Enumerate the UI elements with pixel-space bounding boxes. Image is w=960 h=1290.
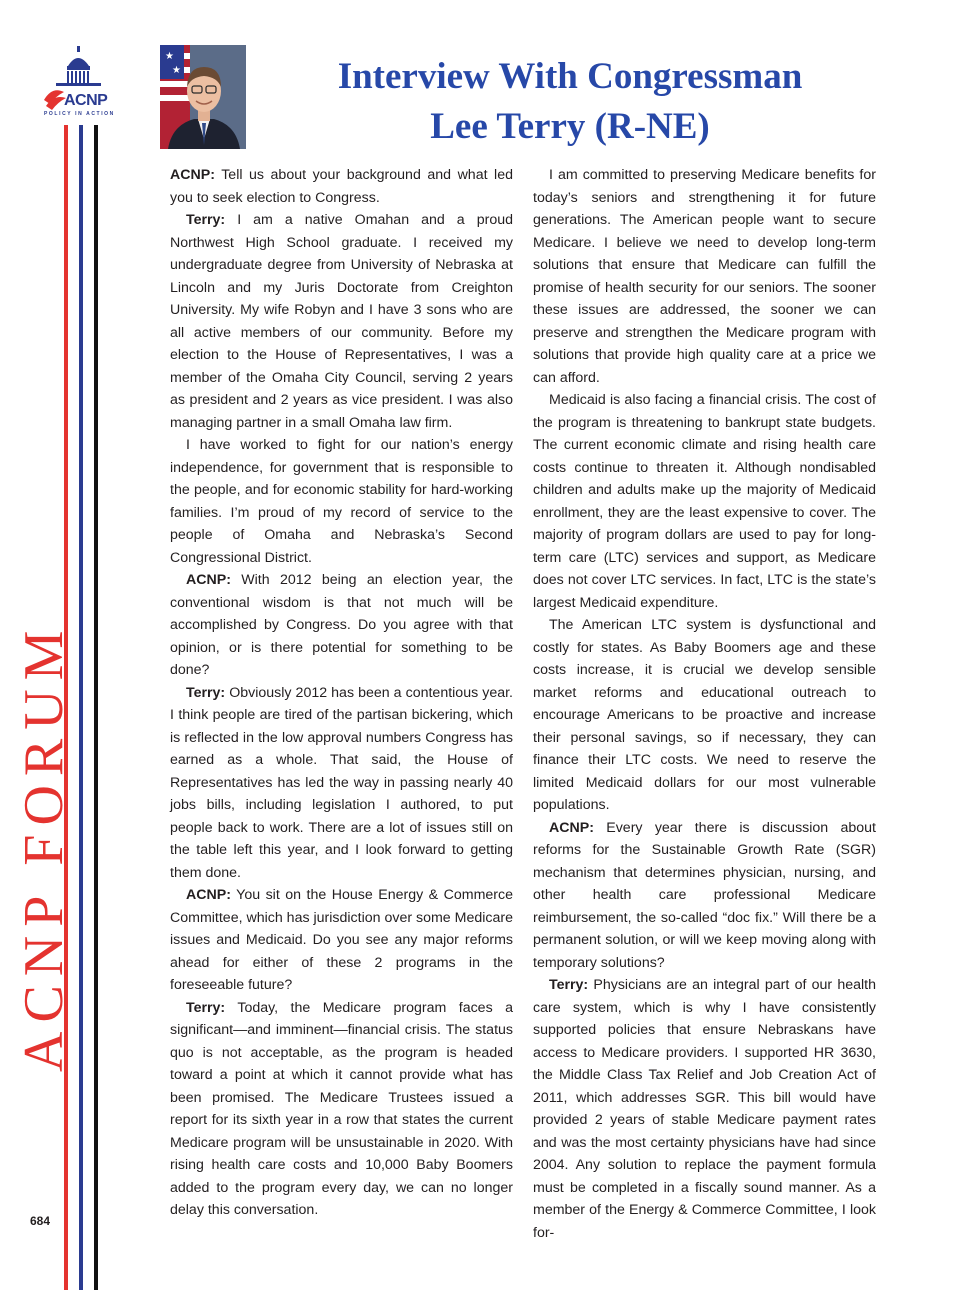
speaker-label: ACNP: — [170, 167, 215, 183]
speaker-label: ACNP: — [186, 887, 231, 903]
portrait-image — [160, 45, 246, 149]
paragraph-text: Physicians are an integral part of our health care system, which is why I have consistently supported policies that ensure Nebraskans have access to Medicare providers. I supported HR 3630, the Middle Class Tax Relief and Job Creation Act of 2011, which addresses SGR. This bill would have provided 2 years of stable Medicare payment rates and was the most certainty physicians have had since 2004. Any solution to replace the payment formula must be completed in a fiscally sound manner. As a member of the Energy & Commerce Committee, I look for- — [533, 977, 876, 1241]
paragraph — [533, 614, 876, 817]
paragraph — [170, 569, 513, 682]
article-title — [252, 52, 888, 152]
speaker-label: Terry: — [186, 212, 226, 228]
paragraph — [533, 389, 876, 614]
paragraph-text: I am a native Omahan and a proud Northwest High School graduate. I received my undergraduate degree from University of Nebraska at Lincoln and my Juris Doctorate from Creighton University. My wife Robyn and I have 3 sons who are all active members of our community. Before my election to the House of Representatives, I was a member of the Omaha City Council, serving 2 years as president and 2 years as vice president. I was also managing partner in a small Omaha law firm. — [170, 212, 513, 431]
speaker-label: ACNP: — [549, 819, 594, 836]
paragraph — [170, 209, 513, 434]
paragraph — [170, 682, 513, 885]
paragraph — [170, 434, 513, 569]
right-column — [533, 164, 876, 1244]
acnp-logo — [38, 44, 124, 122]
page-number: 684 — [30, 1214, 51, 1228]
speaker-label: Terry: — [186, 684, 226, 701]
left-column — [170, 164, 513, 1222]
paragraph-text: Every year there is discussion about reforms for the Sustainable Growth Rate (SGR) mechanism that determines physician, nursing, and other health care professional Medicare reimbursement, the so-called “doc fix.” Will there be a permanent solution, or will we keep moving along with temporary solutions? — [533, 819, 876, 971]
speaker-label: Terry: — [186, 999, 226, 1016]
paragraph-text: Obviously 2012 has been a contentious year. I think people are tired of the partisan bickering, which is reflected in the low approval numbers Congress has earned as a whole. That said, the House of Representatives has led the way in passing nearly 40 jobs bills, including legislation I authored, to put people back to work. There are a lot of issues still on the table left this year, and I look forward to getting them done. — [170, 684, 513, 881]
congressman-photo — [160, 45, 246, 149]
svg-text:★: ★ — [172, 65, 181, 76]
logo-text: ACNP — [64, 92, 108, 109]
speaker-label: ACNP: — [186, 572, 231, 588]
paragraph — [533, 974, 876, 1244]
paragraph — [170, 997, 513, 1222]
paragraph-text: Today, the Medicare program faces a significant—and imminent—financial crisis. The status quo is not acceptable, as the program is headed toward a point at which it cannot provide what has been promised. The Medicare Trustees issued a report for its sixth year in a row that states the current Medicare program will be unsustainable in 2020. With rising health care costs and 10,000 Baby Boomers added to the program every day, we can no longer delay this conversation. — [170, 999, 513, 1218]
paragraph-text: Tell us about your background and what led you to seek election to Congress. — [170, 167, 513, 206]
blue-stripe — [79, 125, 83, 1290]
paragraph-text: You sit on the House Energy & Commerce Committee, which has jurisdiction over some Medicare issues and Medicaid. Do you see any major reforms ahead for either of these 2 programs in the foreseeable future? — [170, 887, 513, 993]
paragraph-text: Medicaid is also facing a financial crisis. The cost of the program is threatening to bankrupt state budgets. The current economic climate and rising health care costs continue to threaten it. Although nondisabled children and adults make up the majority of Medicaid enrollment, they are the least expensive to cover. The majority of program dollars are used to pay for long-term care (LTC) services and support, as Medicare does not cover LTC services. In fact, LTC is the state’s largest Medicaid expenditure. — [533, 392, 876, 611]
black-stripe — [94, 125, 98, 1290]
paragraph-text: I have worked to fight for our nation’s energy independence, for government that is responsible to the people, and for economic stability for hard-working families. I’m proud of my record of service to the people of Omaha and Nebraska’s Second Congressional District. — [170, 437, 513, 566]
paragraph-text: The American LTC system is dysfunctional and costly for states. As Baby Boomers age and these costs increase, it is crucial we develop sensible market reforms and educational outreach to encourage Americans to be proactive and increase their personal savings, so if necessary, they can finance their LTC costs. We need to reserve the limited Medicaid dollars for our most vulnerable populations. — [533, 617, 876, 813]
paragraph-text: I am committed to preserving Medicare benefits for today’s seniors and strengthening it for future generations. The American people want to secure Medicare. I believe we need to develop long-term solutions that ensure that Medicare can fulfill the promise of health security for our seniors. The sooner these issues are addressed, the sooner we can preserve and strengthen the Medicare program with solutions that provide high quality care at a price we can afford. — [533, 167, 876, 386]
paragraph — [533, 164, 876, 389]
title-line-2: Lee Terry (R-NE) — [430, 106, 710, 147]
paragraph — [170, 164, 513, 209]
paragraph — [533, 817, 876, 975]
svg-text:★: ★ — [165, 51, 174, 62]
logo-tagline: POLICY IN ACTION — [44, 111, 115, 117]
speaker-label: Terry: — [549, 977, 589, 993]
paragraph-text: With 2012 being an election year, the conventional wisdom is that not much will be accomplished by Congress. Do you agree with that opinion, or is there potential for something to be done? — [170, 572, 513, 678]
paragraph — [170, 884, 513, 997]
title-line-1: Interview With Congressman — [337, 56, 803, 97]
side-title: ACNP FORUM — [13, 621, 75, 1072]
